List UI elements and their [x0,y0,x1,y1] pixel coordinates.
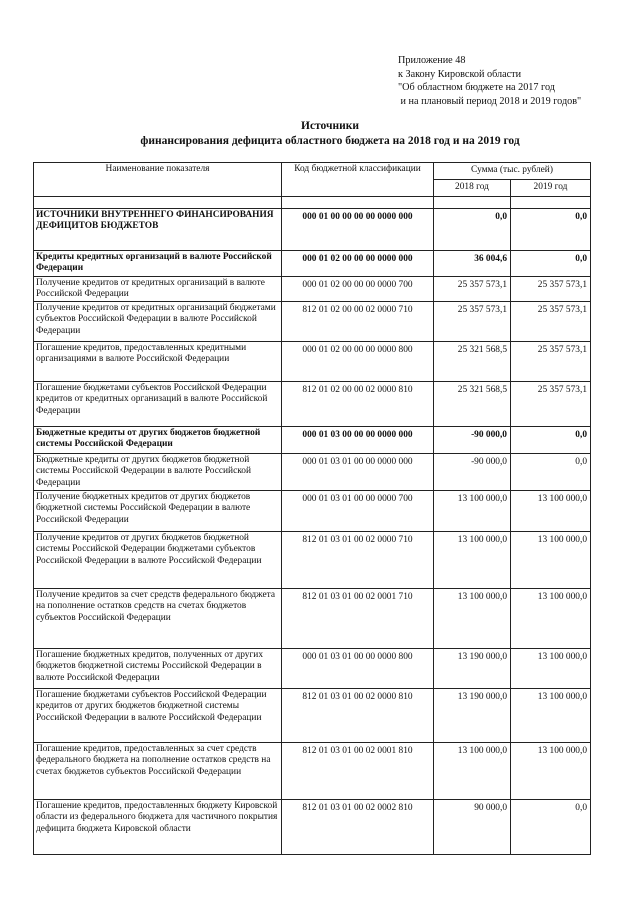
header-code: Код бюджетной классификации [282,163,434,197]
row-value-2019-cell: 13 100 000,0 [511,589,591,649]
table-row [34,302,591,342]
table-row [34,532,591,589]
appendix-line: Приложение 48 [398,55,466,66]
row-value-2018-cell: 13 190 000,0 [434,689,511,743]
table-row [34,427,591,454]
row-value-2019-cell: 13 100 000,0 [511,649,591,689]
table-row [34,209,591,251]
row-name-cell: Кредиты кредитных организаций в валюте Российской Федерации [34,251,282,277]
header-spacer [434,197,511,209]
financing-sources-table [33,162,591,855]
header-year-2018: 2018 год [434,180,511,197]
appendix-note [398,54,634,108]
row-name-cell: Погашение кредитов, предоставленных за счет средств федерального бюджета на пополнение остатков средств на счетах бюджетов субъектов Российской Федерации [34,743,282,800]
row-name-cell: Погашение бюджетных кредитов, полученных от других бюджетов бюджетной системы Российской Федерации в валюте Российской Федерации [34,649,282,689]
row-code-cell: 000 01 03 00 00 00 0000 000 [282,427,434,454]
header-year-2019: 2019 год [511,180,591,197]
row-value-2019-cell: 25 357 573,1 [511,302,591,342]
row-value-2019-cell: 25 357 573,1 [511,342,591,382]
row-value-2018-cell: 25 321 568,5 [434,382,511,427]
row-value-2018-cell: -90 000,0 [434,454,511,491]
table-row [34,649,591,689]
row-value-2018-cell: 13 100 000,0 [434,532,511,589]
row-value-2019-cell: 13 100 000,0 [511,743,591,800]
header-spacer [34,197,282,209]
row-code-cell: 000 01 03 01 00 00 0000 800 [282,649,434,689]
row-value-2019-cell: 25 357 573,1 [511,276,591,302]
row-code-cell: 812 01 03 01 00 02 0000 710 [282,532,434,589]
header-spacer [511,197,591,209]
row-value-2019-cell: 0,0 [511,427,591,454]
row-value-2018-cell: 13 100 000,0 [434,589,511,649]
row-name-cell: Погашение бюджетами субъектов Российской Федерации кредитов от других бюджетов бюджетной системы Российской Федерации в валюте Российской Федерации [34,689,282,743]
appendix-line: и на плановый период 2018 и 2019 годов" [398,95,582,107]
row-code-cell: 812 01 03 01 00 02 0002 810 [282,800,434,855]
row-value-2019-cell: 0,0 [511,251,591,277]
row-code-cell: 812 01 03 01 00 02 0001 710 [282,589,434,649]
row-name-cell: Бюджетные кредиты от других бюджетов бюджетной системы Российской Федерации [34,427,282,454]
row-value-2018-cell: 25 357 573,1 [434,276,511,302]
row-code-cell: 000 01 03 01 00 00 0000 000 [282,454,434,491]
table-row [34,454,591,491]
row-code-cell: 000 01 03 01 00 00 0000 700 [282,491,434,532]
table-row [34,589,591,649]
table-row [34,251,591,277]
row-value-2018-cell: -90 000,0 [434,427,511,454]
table-row [34,342,591,382]
table-row [34,800,591,855]
row-value-2018-cell: 36 004,6 [434,251,511,277]
row-value-2019-cell: 0,0 [511,800,591,855]
row-value-2019-cell: 13 100 000,0 [511,689,591,743]
table-row [34,491,591,532]
row-name-cell: Получение кредитов за счет средств федерального бюджета на пополнение остатков средств на счетах бюджетов субъектов Российской Федерации [34,589,282,649]
row-value-2018-cell: 13 190 000,0 [434,649,511,689]
appendix-line: к Закону Кировской области [398,68,522,80]
row-code-cell: 000 01 02 00 00 00 0000 800 [282,342,434,382]
row-name-cell: Погашение кредитов, предоставленных кредитными организациями в валюте Российской Федерации [34,342,282,382]
row-value-2019-cell: 0,0 [511,454,591,491]
row-value-2018-cell: 25 357 573,1 [434,302,511,342]
table-row [34,276,591,302]
header-spacer [282,197,434,209]
row-value-2018-cell: 13 100 000,0 [434,491,511,532]
header-sum: Сумма (тыс. рублей) [434,163,591,180]
appendix-line: "Об областном бюджете на 2017 год [398,82,555,93]
row-name-cell: Погашение кредитов, предоставленных бюджету Кировской области из федерального бюджета для частичного покрытия дефицита бюджета Кировской области [34,800,282,855]
row-code-cell: 812 01 03 01 00 02 0001 810 [282,743,434,800]
table-row [34,743,591,800]
document-subtitle: финансирования дефицита областного бюджета на 2018 год и на 2019 год [140,135,520,147]
row-name-cell: Бюджетные кредиты от других бюджетов бюджетной системы Российской Федерации в валюте Российской Федерации [34,454,282,491]
row-name-cell: ИСТОЧНИКИ ВНУТРЕННЕГО ФИНАНСИРОВАНИЯ ДЕФИЦИТОВ БЮДЖЕТОВ [34,209,282,251]
row-name-cell: Получение кредитов от кредитных организаций в валюте Российской Федерации [34,276,282,302]
table-row [34,689,591,743]
row-name-cell: Получение кредитов от других бюджетов бюджетной системы Российской Федерации бюджетами субъектов Российской Федерации в валюте Российской Федерации [34,532,282,589]
row-code-cell: 000 01 00 00 00 00 0000 000 [282,209,434,251]
row-code-cell: 812 01 03 01 00 02 0000 810 [282,689,434,743]
row-code-cell: 000 01 02 00 00 00 0000 700 [282,276,434,302]
table-row [34,382,591,427]
row-code-cell: 000 01 02 00 00 00 0000 000 [282,251,434,277]
row-value-2018-cell: 90 000,0 [434,800,511,855]
row-value-2019-cell: 13 100 000,0 [511,532,591,589]
row-value-2019-cell: 13 100 000,0 [511,491,591,532]
document-title: Источники [301,120,359,132]
row-code-cell: 812 01 02 00 00 02 0000 710 [282,302,434,342]
row-name-cell: Получение кредитов от кредитных организаций бюджетами субъектов Российской Федерации в валюте Российской Федерации [34,302,282,342]
row-name-cell: Погашение бюджетами субъектов Российской Федерации кредитов от кредитных организаций в валюте Российской Федерации [34,382,282,427]
header-name: Наименование показателя [34,163,282,197]
row-value-2019-cell: 0,0 [511,209,591,251]
row-name-cell: Получение бюджетных кредитов от других бюджетов бюджетной системы Российской Федерации в валюте Российской Федерации [34,491,282,532]
table-body [34,209,591,855]
row-value-2018-cell: 13 100 000,0 [434,743,511,800]
row-value-2018-cell: 25 321 568,5 [434,342,511,382]
row-code-cell: 812 01 02 00 00 02 0000 810 [282,382,434,427]
row-value-2019-cell: 25 357 573,1 [511,382,591,427]
row-value-2018-cell: 0,0 [434,209,511,251]
